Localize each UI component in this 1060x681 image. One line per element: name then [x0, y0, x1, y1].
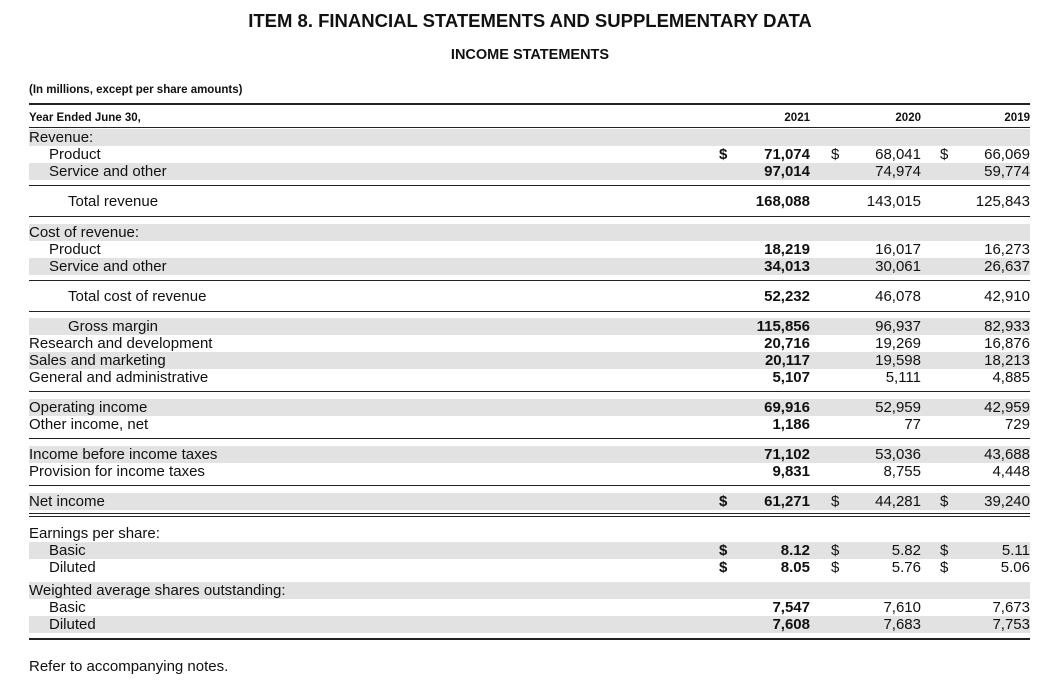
value-2021: 20,716	[764, 335, 810, 352]
row-label: Total revenue	[68, 193, 159, 210]
row-label: Income before income taxes	[29, 446, 218, 463]
table-row	[29, 559, 1030, 576]
currency-symbol: $	[719, 146, 728, 163]
currency-symbol: $	[719, 542, 728, 559]
value-2021: 7,547	[772, 599, 810, 616]
table-row	[29, 369, 1030, 386]
row-label: Provision for income taxes	[29, 463, 205, 480]
currency-symbol: $	[719, 493, 728, 510]
currency-symbol: $	[940, 146, 949, 163]
header-bottom-rule	[29, 127, 1030, 128]
table-row	[29, 416, 1030, 433]
row-label: Diluted	[49, 559, 96, 576]
value-2020: 77	[904, 416, 921, 433]
value-2021: 97,014	[764, 163, 810, 180]
value-2020: 5.76	[891, 559, 921, 576]
table-header-row	[29, 110, 1030, 127]
table-row	[29, 241, 1030, 258]
row-label: Diluted	[49, 616, 96, 633]
value-2020: 52,959	[875, 399, 921, 416]
net-income-rule-2	[29, 516, 1030, 517]
value-2021: 18,219	[764, 241, 810, 258]
value-2021: 115,856	[756, 318, 810, 335]
fiscal-year-label: Year Ended June 30,	[29, 112, 141, 124]
row-label: Gross margin	[68, 318, 159, 335]
row-label: Weighted average shares outstanding:	[29, 582, 286, 599]
value-2020: 53,036	[875, 446, 921, 463]
value-2020: 8,755	[883, 463, 921, 480]
value-2020: 19,269	[875, 335, 921, 352]
table-row	[29, 542, 1030, 559]
table-row	[29, 335, 1030, 352]
row-label: Service and other	[49, 163, 167, 180]
value-2019: 39,240	[984, 493, 1030, 510]
table-row	[29, 146, 1030, 163]
value-2021: 34,013	[764, 258, 810, 275]
value-2020: 46,078	[875, 288, 921, 305]
currency-symbol: $	[940, 493, 949, 510]
value-2020: 96,937	[875, 318, 921, 335]
row-label: Product	[49, 241, 101, 258]
currency-symbol: $	[719, 559, 728, 576]
value-2019: 7,673	[992, 599, 1030, 616]
gross-margin-row	[29, 318, 1030, 335]
currency-symbol: $	[831, 146, 840, 163]
total-revenue-row	[29, 193, 1030, 210]
value-2019: 42,910	[984, 288, 1030, 305]
value-2020: 68,041	[875, 146, 921, 163]
value-2020: 5,111	[885, 369, 921, 386]
value-2021: 71,102	[764, 446, 810, 463]
total-rule	[29, 311, 1030, 312]
value-2019: 729	[1004, 416, 1030, 433]
value-2019: 43,688	[984, 446, 1030, 463]
row-label: Net income	[29, 493, 105, 510]
total-cost-row	[29, 288, 1030, 305]
row-label: Service and other	[49, 258, 167, 275]
value-2019: 16,876	[984, 335, 1030, 352]
table-row	[29, 163, 1030, 180]
subtotal-rule	[29, 185, 1030, 186]
subtotal-rule	[29, 280, 1030, 281]
header-top-rule	[29, 103, 1030, 105]
footnote: Refer to accompanying notes.	[29, 658, 229, 675]
operating-income-row	[29, 399, 1030, 416]
value-2019: 18,213	[984, 352, 1030, 369]
value-2019: 59,774	[984, 163, 1030, 180]
value-2021: 168,088	[755, 193, 810, 210]
value-2021: 9,831	[772, 463, 810, 480]
value-2019: 4,448	[992, 463, 1030, 480]
row-label: Basic	[49, 599, 86, 616]
currency-symbol: $	[831, 559, 840, 576]
net-income-row	[29, 493, 1030, 510]
value-2021: 8.12	[780, 542, 810, 559]
revenue-section-row	[29, 129, 1030, 146]
value-2020: 44,281	[875, 493, 921, 510]
value-2021: 7,608	[772, 616, 810, 633]
value-2019: 42,959	[984, 399, 1030, 416]
subtotal-rule	[29, 391, 1030, 392]
value-2020: 5.82	[891, 542, 921, 559]
value-2021: 61,271	[764, 493, 810, 510]
statement-title: INCOME STATEMENTS	[450, 47, 610, 63]
value-2021: 8.05	[780, 559, 810, 576]
value-2021: 52,232	[764, 288, 810, 305]
value-2020: 7,683	[883, 616, 921, 633]
table-row	[29, 352, 1030, 369]
table-row	[29, 599, 1030, 616]
value-2020: 19,598	[875, 352, 921, 369]
shares-section-row	[29, 582, 1030, 599]
value-2019: 125,843	[975, 193, 1030, 210]
value-2019: 5.06	[1000, 559, 1030, 576]
pretax-income-row	[29, 446, 1030, 463]
cost-section-row	[29, 224, 1030, 241]
total-rule	[29, 216, 1030, 217]
row-label: Earnings per share:	[29, 525, 160, 542]
row-label: Product	[49, 146, 101, 163]
eps-section-row	[29, 525, 1030, 542]
value-2019: 16,273	[984, 241, 1030, 258]
row-label: Sales and marketing	[29, 352, 166, 369]
year-2019-header: 2019	[1004, 112, 1030, 124]
year-2020-header: 2020	[895, 112, 921, 124]
row-label: Other income, net	[29, 416, 149, 433]
value-2021: 20,117	[764, 352, 810, 369]
value-2019: 4,885	[992, 369, 1030, 386]
subtotal-rule	[29, 438, 1030, 439]
value-2021: 69,916	[764, 399, 810, 416]
value-2021: 71,074	[764, 146, 810, 163]
value-2019: 5.11	[1001, 542, 1030, 559]
value-2019: 82,933	[984, 318, 1030, 335]
row-label: Revenue:	[29, 129, 94, 146]
row-label: Cost of revenue:	[29, 224, 140, 241]
currency-symbol: $	[831, 493, 840, 510]
value-2020: 30,061	[875, 258, 921, 275]
table-row	[29, 463, 1030, 480]
value-2020: 143,015	[866, 193, 921, 210]
value-2019: 7,753	[992, 616, 1030, 633]
value-2021: 1,186	[772, 416, 810, 433]
row-label: Basic	[49, 542, 86, 559]
net-income-rule-1	[29, 513, 1030, 514]
row-label: Operating income	[29, 399, 148, 416]
row-label: Research and development	[29, 335, 213, 352]
table-row	[29, 258, 1030, 275]
units-note: (In millions, except per share amounts)	[29, 84, 243, 96]
year-2021-header: 2021	[784, 112, 810, 124]
currency-symbol: $	[940, 559, 949, 576]
row-label: General and administrative	[29, 369, 209, 386]
value-2020: 16,017	[875, 241, 921, 258]
currency-symbol: $	[940, 542, 949, 559]
value-2019: 26,637	[984, 258, 1030, 275]
table-row	[29, 616, 1030, 633]
row-label: Total cost of revenue	[68, 288, 207, 305]
value-2019: 66,069	[984, 146, 1030, 163]
currency-symbol: $	[831, 542, 840, 559]
value-2020: 74,974	[875, 163, 921, 180]
value-2021: 5,107	[772, 369, 810, 386]
subtotal-rule	[29, 485, 1030, 486]
value-2020: 7,610	[883, 599, 921, 616]
document-title: ITEM 8. FINANCIAL STATEMENTS AND SUPPLEMENTARY DATA	[248, 10, 812, 31]
table-bottom-rule	[29, 638, 1030, 640]
